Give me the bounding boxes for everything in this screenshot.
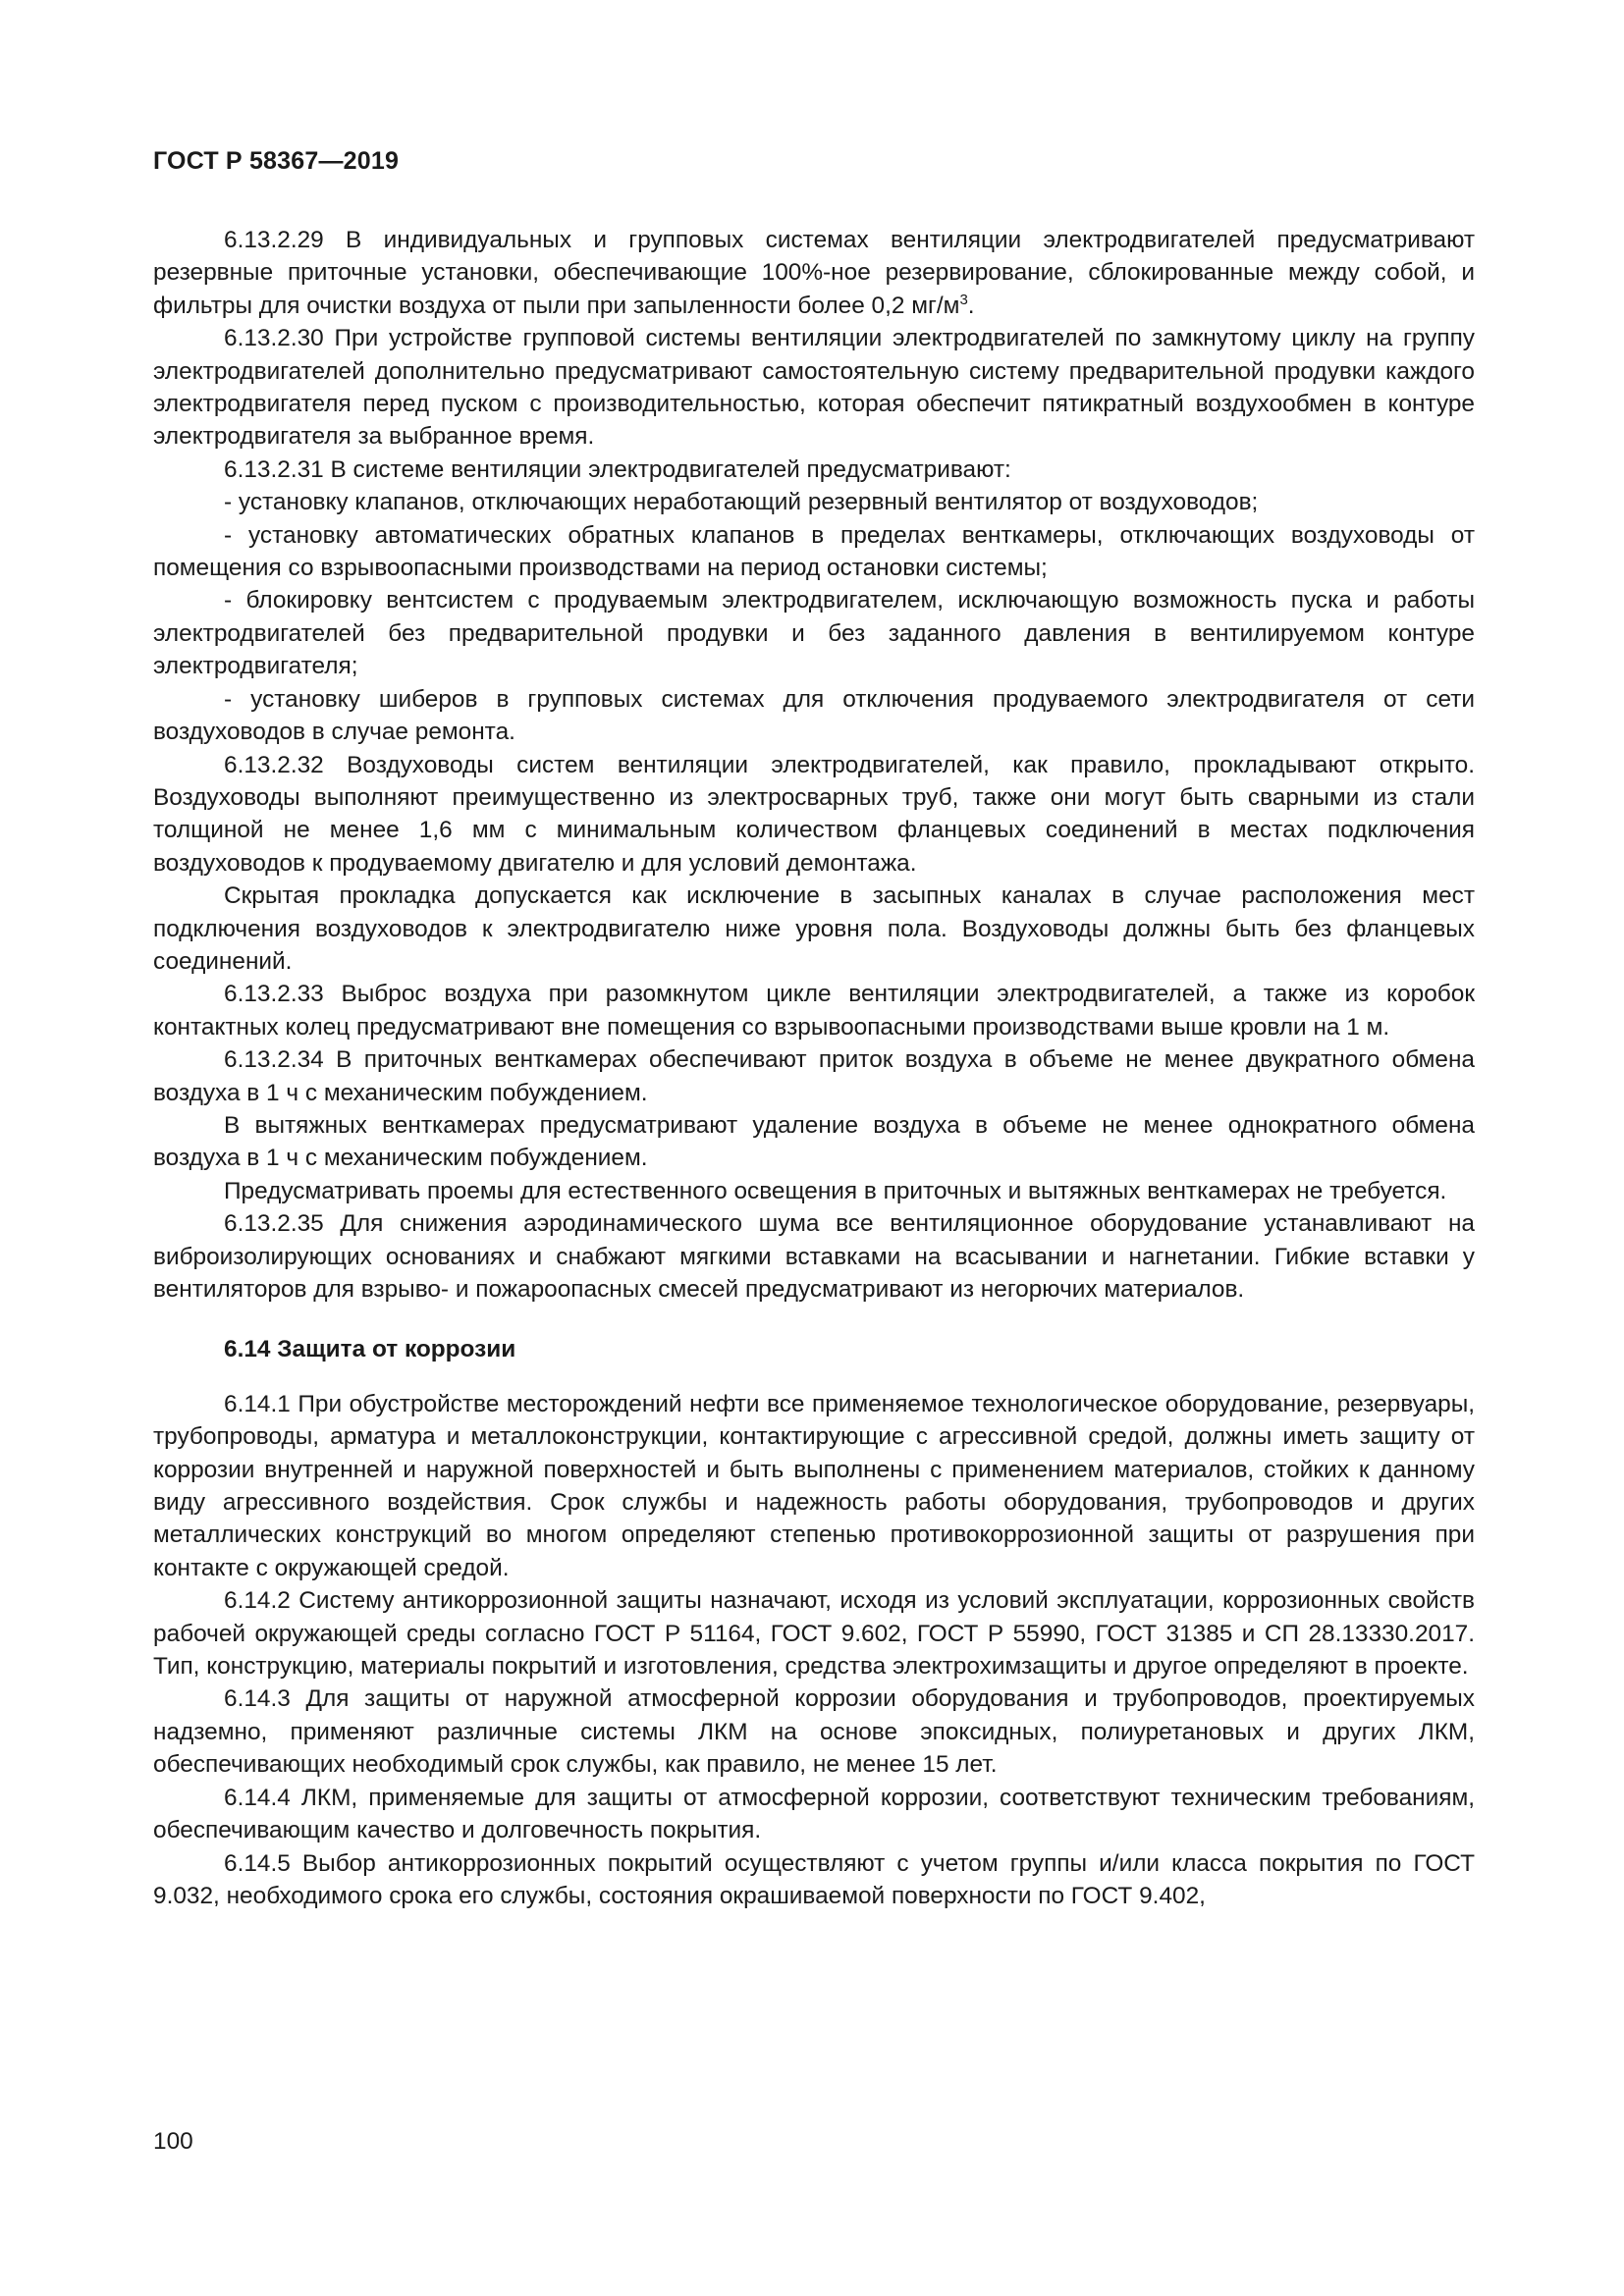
page-number: 100	[153, 2128, 193, 2155]
paragraph: В вытяжных венткамерах предусматривают удаление воздуха в объеме не менее однократного обмена воздуха в 1 ч с механическим побуждением.	[153, 1111, 1475, 1172]
paragraph-6-14-1: 6.14.1 При обустройстве месторождений нефти все применяемое технологическое оборудование, резервуары, трубопроводы, арматура и металлоконструкции, контактирующие с агрессивной средой, должны иметь защиту от коррозии внутренней и наружной поверхностей и быть выполнены с применением материалов, стойких к данному виду агрессивного воздействия. Срок службы и надежность работы оборудования, трубопроводов и других металлических конструкций во многом определяют степенью противокоррозионной защиты от разрушения при контакте с окружающей средой.	[153, 1390, 1475, 1581]
document-body	[153, 224, 1475, 1912]
paragraph-6-14-2: 6.14.2 Систему антикоррозионной защиты назначают, исходя из условий эксплуатации, коррозионных свойств рабочей окружающей среды согласно ГОСТ Р 51164, ГОСТ 9.602, ГОСТ Р 55990, ГОСТ 31385 и СП 28.13330.2017. Тип, конструкцию, материалы покрытий и изготовления, средства электрохимзащиты и другое определяют в проекте.	[153, 1587, 1475, 1681]
paragraph: Скрытая прокладка допускается как исключение в засыпных каналах в случае расположения мест подключения воздуховодов к электродвигателю ниже уровня пола. Воздуховоды должны быть без фланцевых соединений.	[153, 882, 1475, 975]
paragraph-6-13-2-32: 6.13.2.32 Воздуховоды систем вентиляции электродвигателей, как правило, прокладывают открыто. Воздуховоды выполняют преимущественно из электросварных труб, также они могут быть сварными из стали толщиной не менее 1,6 мм с минимальным количеством фланцевых соединений в местах подключения воздуховодов к продуваемому двигателю и для условий демонтажа.	[153, 751, 1475, 877]
list-item: - блокировку вентсистем с продуваемым электродвигателем, исключающую возможность пуска и работы электродвигателей без предварительной продувки и без заданного давления в вентилируемом контуре электродвигателя;	[153, 587, 1475, 680]
paragraph-6-14-3: 6.14.3 Для защиты от наружной атмосферной коррозии оборудования и трубопроводов, проектируемых надземно, применяют различные системы ЛКМ на основе эпоксидных, полиуретановых и других ЛКМ, обеспечивающих необходимый срок службы, как правило, не менее 15 лет.	[153, 1685, 1475, 1779]
list-item: - установку шиберов в групповых системах для отключения продуваемого электродвигателя от сети воздуховодов в случае ремонта.	[153, 685, 1475, 746]
list-item: - установку клапанов, отключающих неработающий резервный вентилятор от воздуховодов;	[224, 489, 1259, 516]
paragraph-6-13-2-30: 6.13.2.30 При устройстве групповой системы вентиляции электродвигателей по замкнутому циклу на группу электродвигателей дополнительно предусматривают самостоятельную систему предварительной продувки каждого электродвигателя перед пуском с производительностью, которая обеспечит пятикратный воздухообмен в контуре электродвигателя за выбранное время.	[153, 325, 1475, 451]
paragraph-6-13-2-35: 6.13.2.35 Для снижения аэродинамического шума все вентиляционное оборудование устанавливают на виброизолирующих основаниях и снабжают мягкими вставками на всасывании и нагнетании. Гибкие вставки у вентиляторов для взрыво- и пожароопасных смесей предусматривают из негорючих материалов.	[153, 1210, 1475, 1303]
paragraph-6-13-2-29: 6.13.2.29 В индивидуальных и групповых системах вентиляции электродвигателей предусматривают резервные приточные установки, обеспечивающие 100%-ное резервирование, сблокированные между собой, и фильтры для очистки воздуха от пыли при запыленности более 0,2 $мг/м^3$.	[153, 227, 1475, 319]
paragraph-6-13-2-31: 6.13.2.31 В системе вентиляции электродвигателей предусматривают:	[224, 455, 1011, 483]
paragraph-6-14-5: 6.14.5 Выбор антикоррозионных покрытий осуществляют с учетом группы и/или класса покрытия по ГОСТ 9.032, необходимого срока его службы, состояния окрашиваемой поверхности по ГОСТ 9.402,	[153, 1849, 1475, 1909]
paragraph-6-13-2-34: 6.13.2.34 В приточных венткамерах обеспечивают приток воздуха в объеме не менее двукратного обмена воздуха в 1 ч с механическим побуждением.	[153, 1046, 1475, 1106]
paragraph-6-13-2-33: 6.13.2.33 Выброс воздуха при разомкнутом цикле вентиляции электродвигателей, а также из коробок контактных колец предусматривают вне помещения со взрывоопасными производствами выше кровли на 1 м.	[153, 981, 1475, 1041]
document-header: ГОСТ Р 58367—2019	[153, 147, 400, 175]
paragraph: Предусматривать проемы для естественного освещения в приточных и вытяжных венткамерах не требуется.	[224, 1177, 1447, 1204]
list-item: - установку автоматических обратных клапанов в пределах венткамеры, отключающих воздуховоды от помещения со взрывоопасными производствами на период остановки системы;	[153, 521, 1475, 582]
section-heading: 6.14 Защита от коррозии	[224, 1336, 516, 1363]
paragraph-6-14-4: 6.14.4 ЛКМ, применяемые для защиты от атмосферной коррозии, соответствуют техническим требованиям, обеспечивающим качество и долговечность покрытия.	[153, 1784, 1475, 1844]
